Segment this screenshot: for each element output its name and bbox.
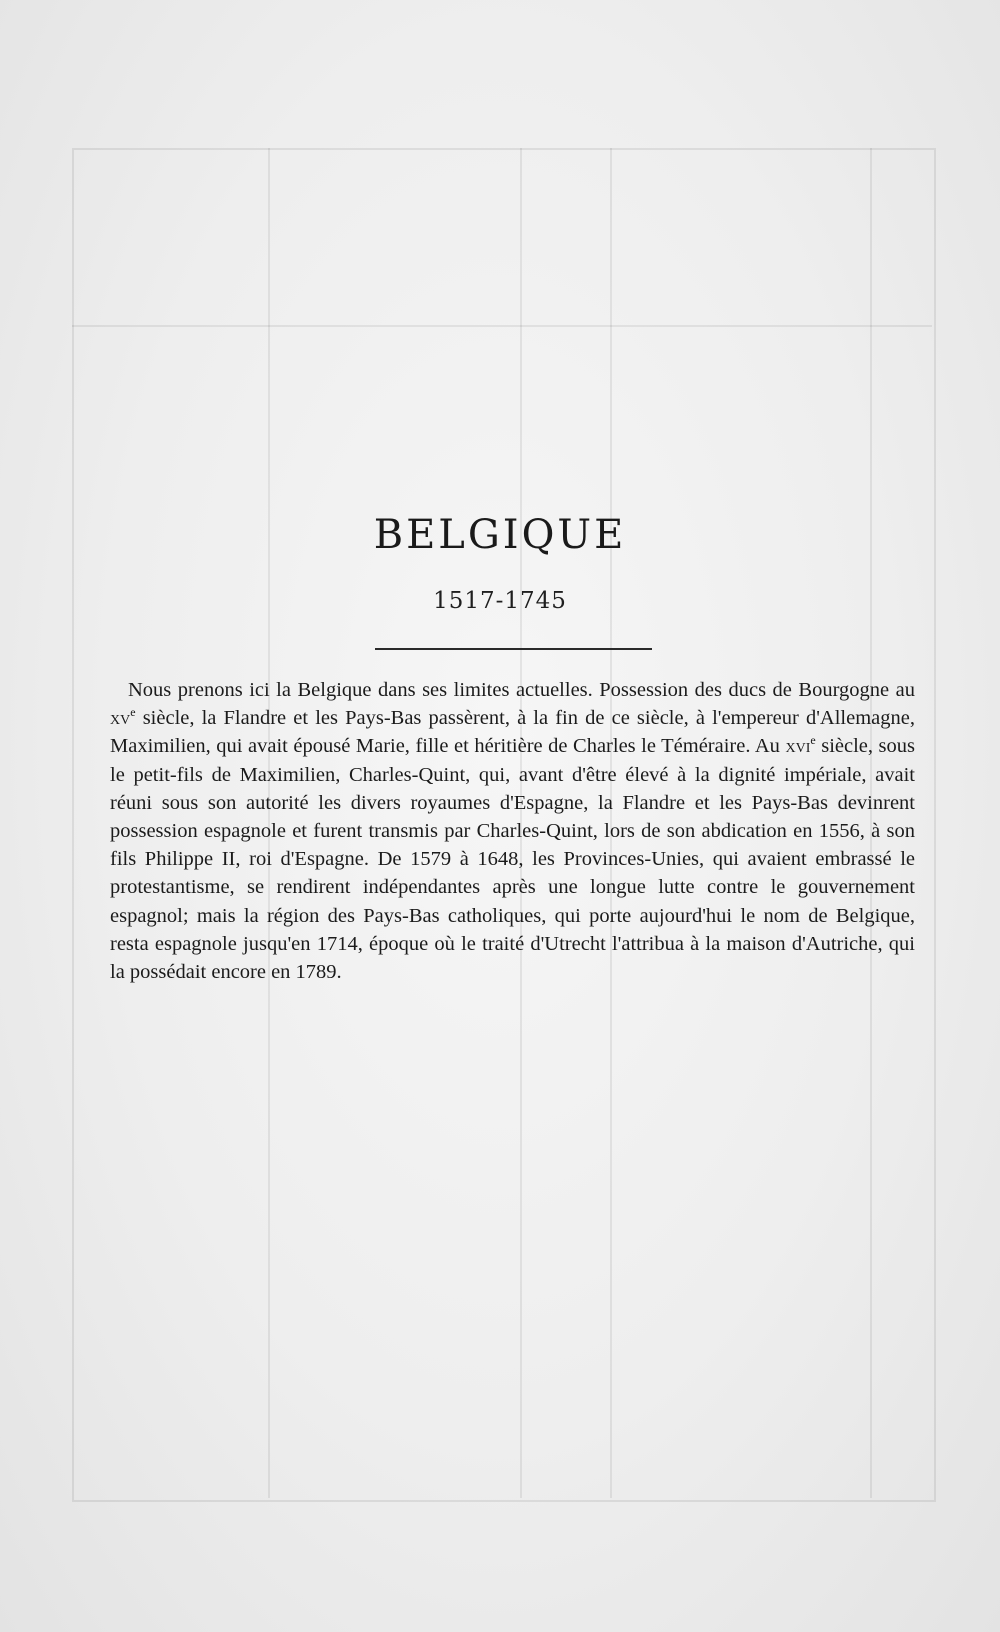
paragraph-text: siècle, sous le petit-fils de Maximilien, Charles-Quint, qui, avant d'être élevé à la dignité impériale, avait réuni sous son autorité les divers royaumes d'Espagne, la Flandre et les Pays-Bas devinrent possession espagnole et furent transmis par Charles-Quint, lors de son abdication en 1556, à son fils Philippe II, roi d'Espagne. De 1579 à 1648, les Provinces-Unies, qui avaient embrassé le protestantisme, se rendirent indépendantes après une longue lutte contre le gouvernement espagnol; mais la région des Pays-Bas catholiques, qui porte aujourd'hui le nom de Belgique, resta espagnole jusqu'en 1714, époque où le traité d'Utrecht l'attribua à la maison d'Autriche, qui la possédait encore en 1789. — [110, 735, 915, 984]
century-superscript: e — [810, 733, 816, 748]
title-divider — [375, 648, 652, 650]
century-superscript: e — [130, 705, 136, 720]
bleed-through-rule — [72, 325, 932, 327]
paragraph-text: siècle, la Flandre et les Pays-Bas passèrent, à la fin de ce siècle, à l'empereur d'Allemagne, Maximilien, qui avait épousé Marie, fille et héritière de Charles le Téméraire. Au — [110, 707, 915, 758]
paragraph-text: Nous prenons ici la Belgique dans ses limites actuelles. Possession des ducs de Bourgogne au — [128, 679, 915, 701]
century-numeral: xvi — [785, 735, 811, 758]
page-title: BELGIQUE — [373, 512, 627, 558]
intro-paragraph — [110, 676, 915, 986]
date-range: 1517-1745 — [433, 588, 567, 614]
century-numeral: xv — [110, 707, 131, 730]
